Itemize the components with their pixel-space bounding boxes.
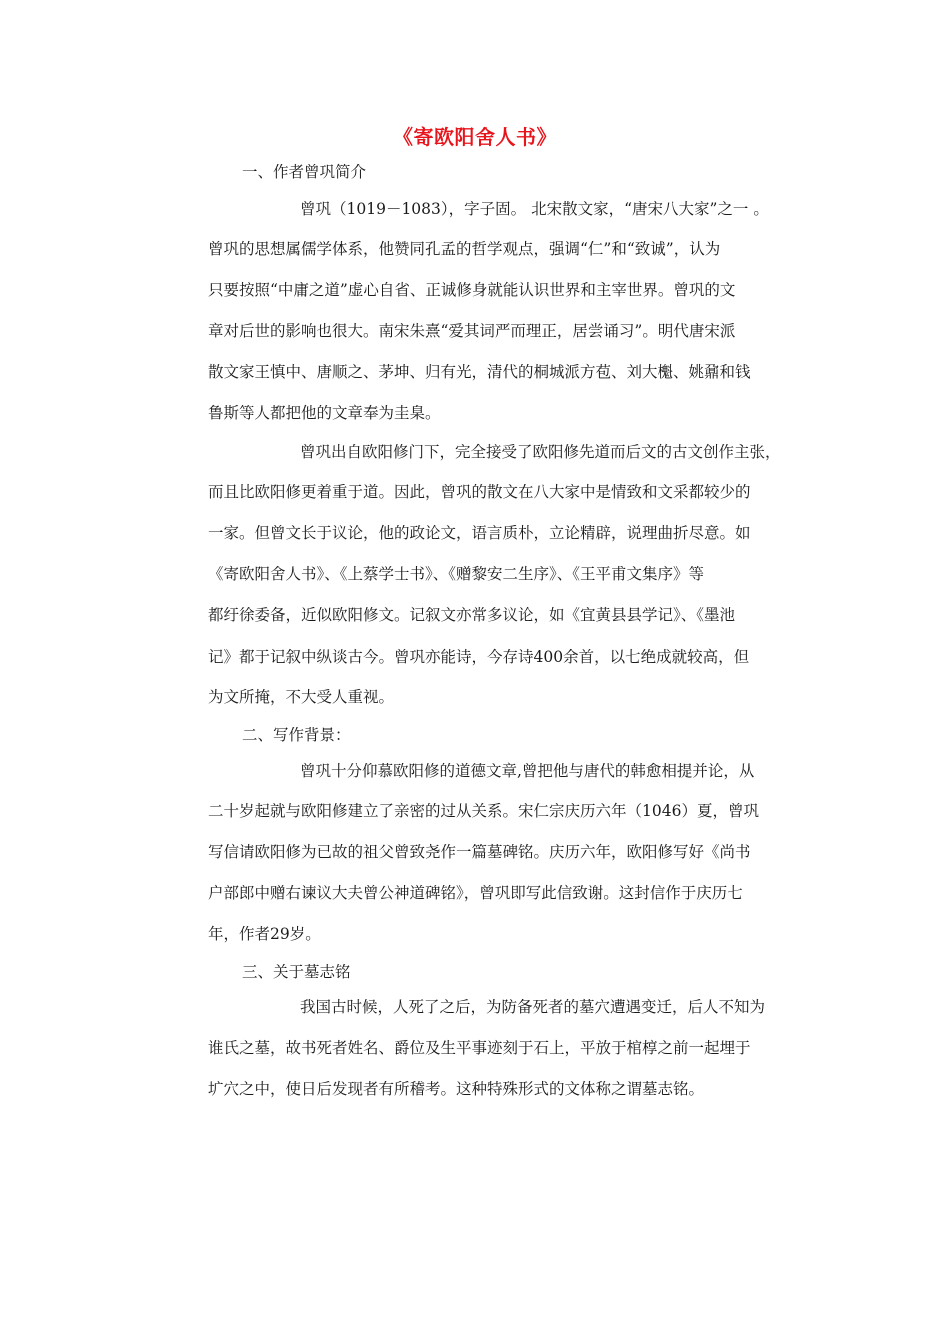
paragraph-line: 曾巩出自欧阳修门下，完全接受了欧阳修先道而后文的古文创作主张， <box>300 443 781 461</box>
paragraph-line: 二十岁起就与欧阳修建立了亲密的过从关系。宋仁宗庆历六年（1046）夏，曾巩 <box>208 802 759 820</box>
paragraph-line: 写信请欧阳修为已故的祖父曾致尧作一篇墓碑铭。庆历六年，欧阳修写好《尚书 <box>208 843 751 861</box>
paragraph-line: 圹穴之中，使日后发现者有所稽考。这种特殊形式的文体称之谓墓志铭。 <box>208 1080 705 1098</box>
paragraph-line: 记》都于记叙中纵谈古今。曾巩亦能诗，今存诗400余首，以七绝成就较高，但 <box>208 648 750 666</box>
paragraph-line: 曾巩（1019－1083），字子固。 北宋散文家，“唐宋八大家”之一 。 <box>300 200 769 218</box>
document-title: 《寄欧阳舍人书》 <box>393 125 557 149</box>
paragraph-line: 曾巩十分仰慕欧阳修的道德文章,曾把他与唐代的韩愈相提并论，从 <box>300 762 755 780</box>
section-heading-epitaph: 三、关于墓志铭 <box>242 963 351 981</box>
paragraph-line: 鲁斯等人都把他的文章奉为圭臬。 <box>208 404 441 422</box>
section-heading-author: 一、作者曾巩简介 <box>242 163 367 181</box>
paragraph-line: 谁氏之墓，故书死者姓名、爵位及生平事迹刻于石上，平放于棺椁之前一起埋于 <box>208 1039 751 1057</box>
paragraph-line: 年，作者29岁。 <box>208 925 321 943</box>
paragraph-line: 为文所掩，不大受人重视。 <box>208 688 395 706</box>
paragraph-line: 户部郎中赠右谏议大夫曾公神道碑铭》，曾巩即写此信致谢。这封信作于庆历七 <box>208 884 743 902</box>
paragraph-line: 都纡徐委备，近似欧阳修文。记叙文亦常多议论，如《宜黄县县学记》、《墨池 <box>208 606 736 624</box>
section-heading-background: 二、写作背景： <box>242 726 351 744</box>
paragraph-line: 而且比欧阳修更着重于道。因此，曾巩的散文在八大家中是情致和文采都较少的 <box>208 483 751 501</box>
paragraph-line: 只要按照“中庸之道”虚心自省、正诚修身就能认识世界和主宰世界。曾巩的文 <box>208 281 736 299</box>
paragraph-line: 曾巩的思想属儒学体系，他赞同孔孟的哲学观点，强调“仁”和“致诚”，认为 <box>208 240 721 258</box>
paragraph-line: 散文家王慎中、唐顺之、茅坤、归有光，清代的桐城派方苞、刘大櫆、姚鼐和钱 <box>208 363 751 381</box>
paragraph-line: 章对后世的影响也很大。南宋朱熹“爱其词严而理正，居尝诵习”。明代唐宋派 <box>208 322 736 340</box>
paragraph-line: 我国古时候，人死了之后，为防备死者的墓穴遭遇变迁，后人不知为 <box>300 998 766 1016</box>
paragraph-line: 一家。但曾文长于议论，他的政论文，语言质朴，立论精辟，说理曲折尽意。如 <box>208 524 751 542</box>
paragraph-line: 《寄欧阳舍人书》、《上蔡学士书》、《赠黎安二生序》、《王平甫文集序》等 <box>208 565 705 583</box>
